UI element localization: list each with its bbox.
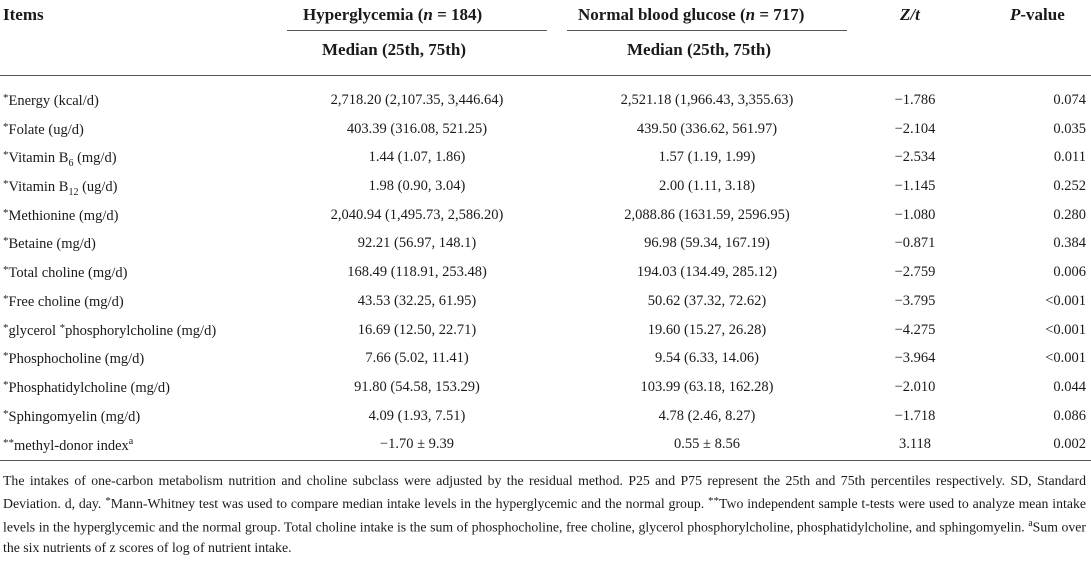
header-hyperglycemia-n: n <box>423 5 433 24</box>
subheader-hyper: Median (25th, 75th) <box>322 40 467 59</box>
cell-z: −1.786 <box>894 92 936 108</box>
cell-z: −0.871 <box>894 235 936 252</box>
cell-p: <0.001 <box>1045 350 1086 367</box>
cell-normal: 439.50 (336.62, 561.97) <box>636 120 778 137</box>
cell-z: 3.118 <box>898 436 932 453</box>
row-label: *Methionine (mg/d) <box>3 206 119 224</box>
cell-normal: 1.57 (1.19, 1.99) <box>658 149 756 166</box>
cell-p: 0.002 <box>1053 436 1086 453</box>
cell-hyperglycemia: 403.39 (316.08, 521.25) <box>346 120 488 137</box>
cell-z: −2.759 <box>894 264 936 281</box>
cell-z: −1.145 <box>894 178 936 195</box>
cell-hyperglycemia: 92.21 (56.97, 148.1) <box>357 235 477 252</box>
row-label: *glycerol *phosphorylcholine (mg/d) <box>3 321 217 339</box>
cell-normal: 19.60 (15.27, 26.28) <box>647 321 767 338</box>
header-hyperglycemia-name: Hyperglycemia ( <box>303 5 424 24</box>
header-underline-hyper <box>287 30 547 31</box>
cell-p: 0.035 <box>1053 120 1086 137</box>
cell-normal: 2,521.18 (1,966.43, 3,355.63) <box>620 92 794 108</box>
cell-p: 0.006 <box>1053 264 1086 281</box>
table-row <box>0 86 1091 115</box>
cell-p: 0.086 <box>1053 407 1086 424</box>
cell-z: −2.534 <box>894 149 936 166</box>
table-row <box>0 373 1091 402</box>
table-row <box>0 402 1091 431</box>
subheader-normal: Median (25th, 75th) <box>627 40 772 59</box>
cell-hyperglycemia: −1.70 ± 9.39 <box>379 436 455 453</box>
header-hyperglycemia-count: = 184) <box>432 5 483 24</box>
cell-p: 0.011 <box>1053 149 1086 166</box>
row-label: *Sphingomyelin (mg/d) <box>3 407 141 425</box>
cell-normal: 9.54 (6.33, 14.06) <box>655 350 759 367</box>
cell-z: −4.275 <box>894 321 936 338</box>
header-normal <box>578 5 804 25</box>
row-label: *Free choline (mg/d) <box>3 292 124 310</box>
table-footnote: The intakes of one-carbon metabolism nutrition and choline subclass were adjusted by the residual method. P25 and P75 represent the 25th and 75th percentiles respectively. SD, Standard Deviation. d, day. *Mann-Whitney test was used to compare median intake levels in the hyperglycemic and the normal group. **Two independent sample t-tests were used to analyze mean intake levels in the hyperglycemic and the normal group. Total choline intake is the sum of phosphocholine, free choline, glycerol phosphorylcholine, phosphatidylcholine, and sphingomyelin. $^a$Sum over the six nutrients of z scores of log of nutrient intake. <box>3 473 1087 555</box>
cell-p: 0.074 <box>1053 92 1086 108</box>
row-label: *Vitamin $B_6$ (mg/d) <box>3 149 117 170</box>
header-normal-name: Normal blood glucose ( <box>578 5 746 24</box>
header-p-rest: -value <box>1020 5 1065 24</box>
cell-z: −3.964 <box>894 350 936 367</box>
header-p-letter: P <box>1010 5 1021 24</box>
row-label: *Energy (kcal/d) <box>3 92 99 109</box>
cell-z: −2.104 <box>894 120 936 137</box>
header-hyperglycemia <box>303 5 482 25</box>
cell-normal: 103.99 (63.18, 162.28) <box>640 378 774 395</box>
cell-p: 0.252 <box>1053 178 1086 195</box>
table-row <box>0 201 1091 230</box>
table-row <box>0 229 1091 258</box>
table-bottom-rule <box>0 460 1091 461</box>
cell-hyperglycemia: 2,040.94 (1,495.73, 2,586.20) <box>330 206 504 223</box>
table-row <box>0 115 1091 144</box>
header-items: Items <box>3 5 44 24</box>
row-label: *Folate (ug/d) <box>3 120 84 138</box>
table-row <box>0 172 1091 201</box>
header-normal-count: = 717) <box>755 5 805 24</box>
cell-z: −1.080 <box>894 206 936 223</box>
table-row <box>0 316 1091 345</box>
row-label: *Phosphocholine (mg/d) <box>3 350 145 368</box>
cell-hyperglycemia: 91.80 (54.58, 153.29) <box>354 378 480 395</box>
table-row <box>0 287 1091 316</box>
cell-normal: 2,088.86 (1631.59, 2596.95) <box>624 206 790 223</box>
table-row <box>0 143 1091 172</box>
row-label: *Betaine (mg/d) <box>3 235 96 253</box>
row-label: **methyl-donor index$^a$ <box>3 436 134 455</box>
cell-hyperglycemia: 7.66 (5.02, 11.41) <box>365 350 469 367</box>
cell-normal: 96.98 (59.34, 167.19) <box>644 235 770 252</box>
cell-hyperglycemia: 43.53 (32.25, 61.95) <box>357 292 477 309</box>
row-label: *Phosphatidylcholine (mg/d) <box>3 378 170 396</box>
header-rule <box>0 75 1091 76</box>
row-label: *Total choline (mg/d) <box>3 264 128 282</box>
table-row <box>0 258 1091 287</box>
header-z: Z/t <box>900 5 920 24</box>
table-row <box>0 430 1091 459</box>
table-body <box>0 86 1091 459</box>
header-p <box>1010 5 1065 25</box>
cell-hyperglycemia: 16.69 (12.50, 22.71) <box>357 321 477 338</box>
header-underline-normal <box>567 30 847 31</box>
cell-normal: 194.03 (134.49, 285.12) <box>636 264 778 281</box>
cell-hyperglycemia: 4.09 (1.93, 7.51) <box>368 407 466 424</box>
cell-p: 0.280 <box>1053 206 1086 223</box>
cell-hyperglycemia: 1.44 (1.07, 1.86) <box>368 149 466 166</box>
table-row <box>0 344 1091 373</box>
cell-p: 0.384 <box>1053 235 1086 252</box>
cell-hyperglycemia: 1.98 (0.90, 3.04) <box>368 178 466 195</box>
cell-normal: 0.55 ± 8.56 <box>674 436 740 453</box>
header-normal-n: n <box>745 5 756 24</box>
cell-normal: 4.78 (2.46, 8.27) <box>658 407 756 424</box>
cell-z: −3.795 <box>894 292 936 309</box>
cell-p: <0.001 <box>1045 321 1086 338</box>
cell-z: −1.718 <box>894 407 936 424</box>
cell-normal: 50.62 (37.32, 72.62) <box>647 292 767 309</box>
cell-hyperglycemia: 2,718.20 (2,107.35, 3,446.64) <box>330 92 504 108</box>
cell-z: −2.010 <box>894 378 936 395</box>
cell-p: 0.044 <box>1053 378 1086 395</box>
cell-normal: 2.00 (1.11, 3.18) <box>658 178 756 195</box>
row-label: *Vitamin $B_{12}$ (ug/d) <box>3 178 118 198</box>
cell-hyperglycemia: 168.49 (118.91, 253.48) <box>347 264 487 281</box>
cell-p: <0.001 <box>1045 292 1086 309</box>
